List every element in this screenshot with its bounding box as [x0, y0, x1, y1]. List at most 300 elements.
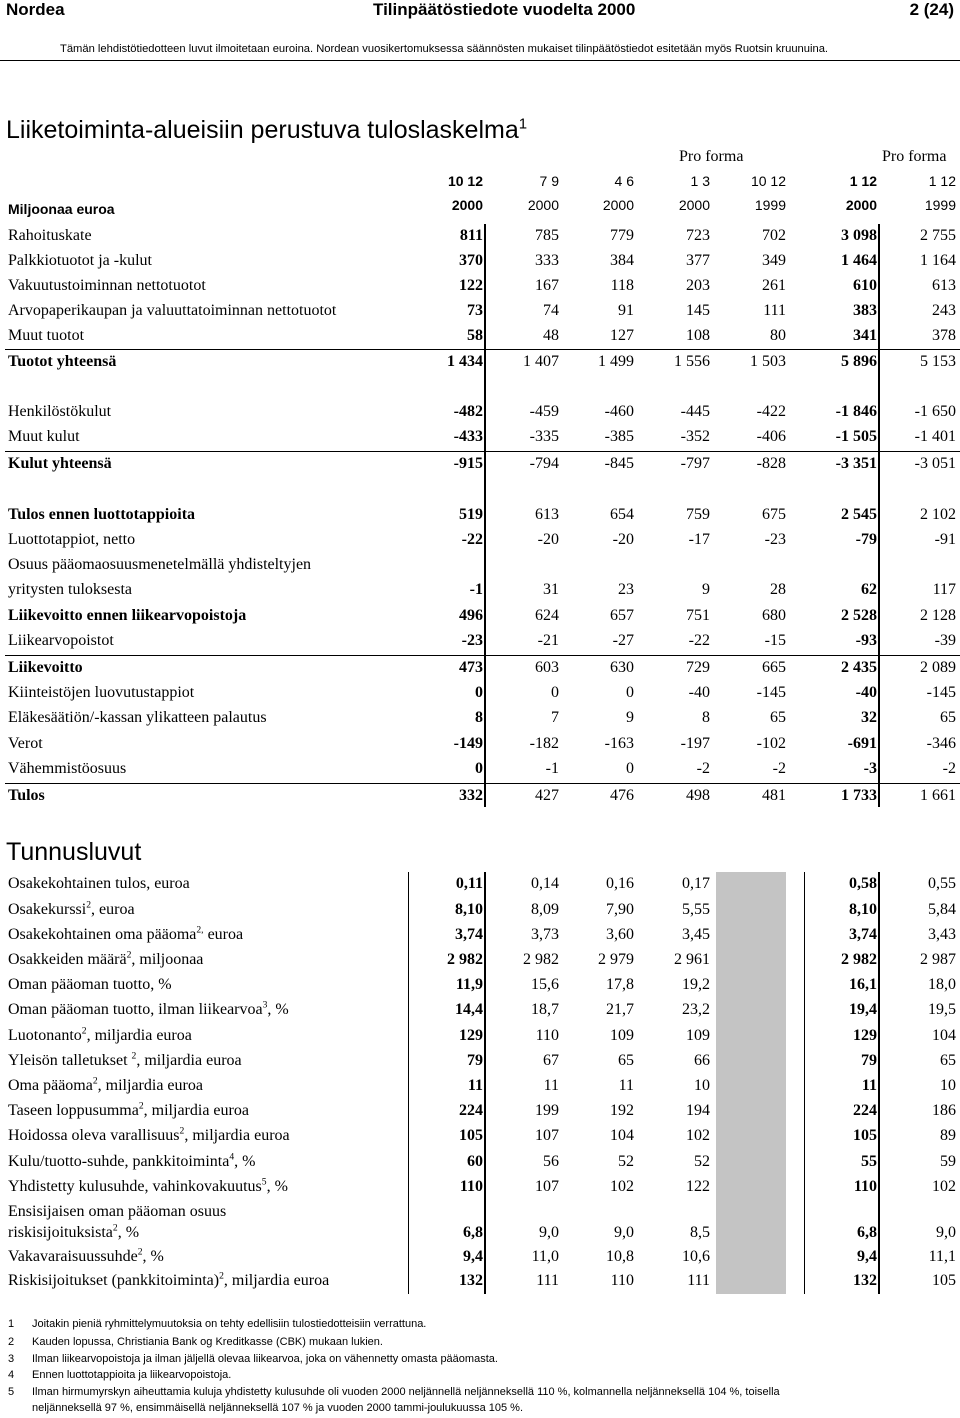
key-figure-value: 109	[610, 1027, 634, 1044]
row-value: -20	[537, 531, 559, 548]
row-value: 610	[853, 277, 877, 294]
row-value: -1 505	[835, 428, 877, 445]
key-figure-label	[8, 1272, 329, 1290]
row-value: 203	[686, 277, 710, 294]
row-label: Vakuutustoiminnan nettotuotot	[8, 277, 206, 294]
label-text: Yhdistetty kulusuhde, vahinkovakuutus	[8, 1178, 262, 1195]
key-figure-value: 18,7	[531, 1001, 559, 1018]
row-value: 496	[459, 607, 483, 624]
row-label: Eläkesäätiön/-kassan ylikatteen palautus	[8, 709, 267, 726]
row-value: -3 351	[835, 455, 877, 472]
key-figure-value: 6,8	[857, 1224, 877, 1241]
income-row	[0, 784, 960, 808]
footnote-ref: 4	[229, 1151, 235, 1163]
income-row	[0, 224, 960, 248]
row-value: 117	[932, 581, 956, 598]
income-row	[0, 400, 960, 424]
key-figure-value: 10	[694, 1077, 710, 1094]
row-value: 0	[475, 760, 483, 777]
row-value: 108	[686, 327, 710, 344]
footnote-ref: 3	[262, 999, 268, 1011]
row-value: 3 098	[841, 227, 877, 244]
key-figure-value: 59	[940, 1153, 956, 1170]
label-suffix: , miljardia euroa	[86, 1027, 192, 1044]
key-figure-value: 17,8	[606, 976, 634, 993]
row-label: Tuotot yhteensä	[8, 353, 117, 370]
row-value: -828	[756, 455, 786, 472]
key-figure-value: 5,55	[682, 901, 710, 918]
row-value: -1 401	[914, 428, 956, 445]
row-value: -460	[604, 403, 634, 420]
label-text: Oma pääoma	[8, 1077, 93, 1094]
key-figure-label	[8, 1178, 288, 1196]
row-separator	[5, 783, 960, 784]
row-label: Luottotappiot, netto	[8, 531, 136, 548]
row-value: 74	[543, 302, 559, 319]
label-suffix: , miljardia euroa	[143, 1102, 249, 1119]
label-suffix: , miljoonaa	[131, 951, 204, 968]
row-value: -40	[688, 684, 710, 701]
row-value: 8	[475, 709, 483, 726]
row-value: -346	[926, 735, 956, 752]
row-value: 2 089	[920, 659, 956, 676]
footnote-ref: 2,	[196, 924, 204, 936]
column-rule	[878, 224, 880, 807]
row-value: -2	[772, 760, 786, 777]
key-figure-value: 224	[853, 1102, 877, 1119]
row-value: -197	[680, 735, 710, 752]
footnote-text: Ennen luottotappioita ja liikearvopoistoja.	[32, 1369, 232, 1381]
key-figure-value: 67	[543, 1052, 559, 1069]
footnote-ref: 2	[137, 1246, 143, 1258]
column-bottom-0: 2000	[451, 197, 483, 213]
key-figure-value: 79	[467, 1052, 483, 1069]
row-value: 32	[861, 709, 877, 726]
row-value: -23	[764, 531, 786, 548]
column-top-3: 1 3	[690, 173, 710, 189]
row-separator	[5, 451, 960, 452]
column-bottom-6: 1999	[924, 197, 956, 213]
key-figure-value: 79	[861, 1052, 877, 1069]
key-figure-label	[8, 1102, 249, 1120]
key-figure-value: 2 979	[598, 951, 634, 968]
key-figure-row	[0, 998, 960, 1022]
income-row	[0, 350, 960, 374]
key-figure-label	[8, 951, 203, 969]
column-bottom-2: 2000	[602, 197, 634, 213]
row-value: 702	[762, 227, 786, 244]
row-value: 73	[467, 302, 483, 319]
label-text: Vakavaraisuussuhde	[8, 1248, 138, 1265]
key-figure-row	[0, 1074, 960, 1098]
key-figure-value: 6,8	[463, 1224, 483, 1241]
label-text: Ensisijaisen oman pääoman osuus	[8, 1203, 227, 1220]
key-figure-label	[8, 1153, 255, 1171]
income-row	[0, 757, 960, 781]
row-value: 333	[535, 252, 559, 269]
key-figure-value: 110	[853, 1178, 877, 1195]
row-value: 243	[932, 302, 956, 319]
row-value: -797	[680, 455, 710, 472]
income-row	[0, 681, 960, 705]
row-value: 9	[626, 709, 634, 726]
key-figure-value: 129	[459, 1027, 483, 1044]
footnote-number: 4	[8, 1369, 15, 1381]
key-figure-value: 19,5	[928, 1001, 956, 1018]
footnote-ref: 2	[131, 1050, 137, 1062]
row-value: -27	[612, 632, 634, 649]
column-header-top	[0, 172, 960, 196]
row-value: 1 733	[841, 787, 877, 804]
row-value: 481	[762, 787, 786, 804]
row-value: 58	[467, 327, 483, 344]
row-value: 65	[940, 709, 956, 726]
row-value: 624	[535, 607, 559, 624]
key-figure-value: 104	[932, 1027, 956, 1044]
label-suffix: , %	[266, 1178, 288, 1195]
row-value: -459	[529, 403, 559, 420]
key-figure-value: 110	[610, 1272, 634, 1289]
label-suffix: , %	[117, 1224, 140, 1241]
row-value: -39	[934, 632, 956, 649]
key-figure-value: 194	[686, 1102, 710, 1119]
footnote-ref: 2	[92, 1075, 98, 1087]
row-value: -145	[756, 684, 786, 701]
row-value: -1 650	[914, 403, 956, 420]
key-figure-label	[8, 1248, 164, 1266]
key-figure-value: 0,11	[455, 875, 483, 892]
income-row	[0, 528, 960, 552]
row-label: Henkilöstökulut	[8, 403, 112, 420]
key-figure-row	[0, 1175, 960, 1199]
key-figure-value: 8,09	[531, 901, 559, 918]
row-value: 111	[763, 302, 786, 319]
key-figure-row	[0, 1150, 960, 1174]
label-suffix: , %	[267, 1001, 289, 1018]
key-figure-value: 8,10	[455, 901, 483, 918]
key-figure-value: 9,0	[936, 1224, 956, 1241]
row-separator	[5, 349, 960, 350]
row-value: -145	[926, 684, 956, 701]
key-figure-value: 89	[940, 1127, 956, 1144]
income-row	[0, 249, 960, 273]
row-value: 5 153	[920, 353, 956, 370]
row-value: -15	[764, 632, 786, 649]
row-value: -406	[756, 428, 786, 445]
row-value: 519	[459, 506, 483, 523]
row-value: 1 503	[750, 353, 786, 370]
row-value: 145	[686, 302, 710, 319]
key-figure-value: 111	[687, 1272, 710, 1289]
row-value: -40	[855, 684, 877, 701]
row-value: 779	[610, 227, 634, 244]
key-figure-value: 55	[861, 1153, 877, 1170]
key-figure-value: 66	[694, 1052, 710, 1069]
key-figure-label	[8, 1224, 139, 1242]
key-figure-value: 132	[459, 1272, 483, 1289]
key-figures-title: Tunnusluvut	[6, 838, 142, 866]
key-figure-value: 23,2	[682, 1001, 710, 1018]
footnote-text: Ilman hirmumyrskyn aiheuttamia kuluja yhdistetty kulusuhde oli vuoden 2000 neljännellä neljänneksellä 110 %, kolmannella neljänneksellä 104 %, toisella	[32, 1386, 780, 1398]
key-figure-value: 105	[853, 1127, 877, 1144]
row-value: 261	[762, 277, 786, 294]
row-value: 31	[543, 581, 559, 598]
row-value: 2 102	[920, 506, 956, 523]
income-row	[0, 553, 960, 577]
label-text: Oman pääoman tuotto, ilman liikearvoa	[8, 1001, 263, 1018]
row-label: Kiinteistöjen luovutustappiot	[8, 684, 195, 701]
key-figure-value: 10,8	[606, 1248, 634, 1265]
label-text: Oman pääoman tuotto, %	[8, 976, 172, 993]
row-value: -17	[688, 531, 710, 548]
row-value: 1 556	[674, 353, 710, 370]
footnote-ref: 2	[219, 1270, 224, 1282]
key-figure-label	[8, 875, 190, 893]
row-value: 2 545	[841, 506, 877, 523]
key-figure-value: 3,73	[531, 926, 559, 943]
key-figure-value: 16,1	[849, 976, 877, 993]
key-figure-value: 9,0	[614, 1224, 634, 1241]
key-figure-value: 65	[940, 1052, 956, 1069]
row-value: 2 128	[920, 607, 956, 624]
row-value: 1 164	[920, 252, 956, 269]
key-figure-value: 2 961	[674, 951, 710, 968]
row-value: 1 464	[841, 252, 877, 269]
row-value: 729	[686, 659, 710, 676]
row-value: 122	[459, 277, 483, 294]
label-text: Osakekohtainen tulos, euroa	[8, 875, 190, 892]
key-figure-value: 14,4	[455, 1001, 483, 1018]
key-figure-value: 105	[932, 1272, 956, 1289]
income-row	[0, 629, 960, 653]
row-value: 675	[762, 506, 786, 523]
key-figure-value: 10	[940, 1077, 956, 1094]
row-label: yritysten tuloksesta	[8, 581, 132, 598]
footnote-ref: 2	[86, 899, 92, 911]
row-value: -691	[847, 735, 877, 752]
key-figure-value: 2 982	[841, 951, 877, 968]
key-figure-value: 110	[459, 1178, 483, 1195]
key-figure-label	[8, 1077, 203, 1095]
row-value: 1 661	[920, 787, 956, 804]
row-value: 427	[535, 787, 559, 804]
row-label: Liikearvopoistot	[8, 632, 114, 649]
row-value: 127	[610, 327, 634, 344]
row-value: -1	[469, 581, 483, 598]
key-figure-value: 0,14	[531, 875, 559, 892]
row-label: Kulut yhteensä	[8, 455, 112, 472]
key-figure-value: 2 982	[523, 951, 559, 968]
column-rule	[484, 224, 486, 807]
key-figure-value: 65	[618, 1052, 634, 1069]
key-figure-value: 21,7	[606, 1001, 634, 1018]
footnote-text: Ilman liikearvopoistoja ja ilman jäljellä olevaa liikearvoa, joka on vähennetty omasta pääomasta.	[32, 1353, 498, 1365]
column-top-6: 1 12	[928, 173, 956, 189]
row-value: 723	[686, 227, 710, 244]
row-value: 9	[702, 581, 710, 598]
column-bottom-3: 2000	[678, 197, 710, 213]
key-figure-row	[0, 872, 960, 896]
row-label: Osuus pääomaosuusmenetelmällä yhdisteltyjen	[8, 556, 312, 573]
key-figure-label	[8, 901, 135, 919]
row-value: -1 846	[835, 403, 877, 420]
row-separator	[5, 655, 960, 656]
key-figure-row	[0, 1269, 960, 1293]
row-value: 0	[475, 684, 483, 701]
label-text: Luotonanto	[8, 1027, 82, 1044]
row-value: -149	[453, 735, 483, 752]
label-text: Osakekurssi	[8, 901, 87, 918]
row-value: 2 755	[920, 227, 956, 244]
row-value: 2 435	[841, 659, 877, 676]
column-top-1: 7 9	[539, 173, 559, 189]
income-row	[0, 706, 960, 730]
key-figure-value: 102	[686, 1127, 710, 1144]
unit-label: Miljoonaa euroa	[8, 201, 115, 217]
key-figure-label	[8, 1127, 290, 1145]
key-figure-value: 3,45	[682, 926, 710, 943]
row-value: -433	[453, 428, 483, 445]
company-name: Nordea	[6, 0, 65, 19]
key-figure-value: 56	[543, 1153, 559, 1170]
row-value: 657	[610, 607, 634, 624]
key-figure-value: 52	[618, 1153, 634, 1170]
key-figure-value: 132	[853, 1272, 877, 1289]
label-text: Osakekohtainen oma pääoma	[8, 926, 197, 943]
row-value: 28	[770, 581, 786, 598]
footnote-ref: 2	[112, 1222, 118, 1234]
key-figure-value: 3,74	[455, 926, 483, 943]
key-figure-value: 2 982	[447, 951, 483, 968]
column-top-5: 1 12	[849, 173, 877, 189]
key-figure-value: 7,90	[606, 901, 634, 918]
footnote-ref: 5	[261, 1176, 267, 1188]
key-figure-value: 111	[536, 1272, 559, 1289]
footnote-number: 5	[8, 1386, 15, 1398]
footnote-ref: 2	[81, 1025, 87, 1037]
label-text: Taseen loppusumma	[8, 1102, 139, 1119]
key-figure-row	[0, 1245, 960, 1269]
key-figure-row	[0, 1221, 960, 1245]
income-row	[0, 299, 960, 323]
key-figure-row	[0, 1124, 960, 1148]
row-value: 7	[551, 709, 559, 726]
key-figure-value: 224	[459, 1102, 483, 1119]
column-top-2: 4 6	[614, 173, 634, 189]
row-value: -163	[604, 735, 634, 752]
row-value: 383	[853, 302, 877, 319]
row-value: 665	[762, 659, 786, 676]
footnote-number: 2	[8, 1336, 15, 1348]
income-row	[0, 274, 960, 298]
key-figure-row	[0, 898, 960, 922]
key-figure-value: 186	[932, 1102, 956, 1119]
income-statement-title: Liiketoiminta-alueisiin perustuva tuloslaskelma$^1$	[6, 115, 528, 144]
key-figure-value: 109	[686, 1027, 710, 1044]
label-suffix: , %	[234, 1153, 256, 1170]
column-top-4: 10 12	[750, 173, 786, 189]
row-value: 167	[535, 277, 559, 294]
row-value: -22	[688, 632, 710, 649]
row-value: 1 499	[598, 353, 634, 370]
key-figure-label	[8, 1027, 192, 1045]
key-figure-value: 11	[618, 1077, 634, 1094]
row-value: -385	[604, 428, 634, 445]
label-text: Hoidossa oleva varallisuus	[8, 1127, 180, 1144]
row-value: -445	[680, 403, 710, 420]
key-figure-value: 102	[610, 1178, 634, 1195]
income-row	[0, 604, 960, 628]
row-value: 341	[853, 327, 877, 344]
row-value: 473	[459, 659, 483, 676]
income-row	[0, 425, 960, 449]
key-figure-value: 102	[932, 1178, 956, 1195]
row-value: -915	[453, 455, 483, 472]
key-figure-value: 110	[535, 1027, 559, 1044]
row-value: -482	[453, 403, 483, 420]
row-value: 65	[770, 709, 786, 726]
row-value: -2	[696, 760, 710, 777]
header-rule	[0, 60, 960, 61]
row-value: 1 407	[523, 353, 559, 370]
key-figure-row	[0, 1099, 960, 1123]
footnote-ref: 2	[138, 1100, 144, 1112]
row-value: -352	[680, 428, 710, 445]
row-value: -845	[604, 455, 634, 472]
footnote-text: neljänneksellä 97 %, ensimmäisellä neljänneksellä 107 % ja vuoden 2000 tammi-joulukuussa 105 %.	[32, 1402, 524, 1414]
row-value: 62	[861, 581, 877, 598]
key-figure-label	[8, 1203, 226, 1221]
row-value: -93	[855, 632, 877, 649]
income-row	[0, 656, 960, 680]
row-value: 654	[610, 506, 634, 523]
row-label: Tulos ennen luottotappioita	[8, 506, 196, 523]
row-value: -422	[756, 403, 786, 420]
footnote-ref: 2	[126, 949, 132, 961]
key-figure-value: 9,4	[857, 1248, 877, 1265]
key-figure-label	[8, 976, 172, 994]
row-value: 0	[626, 684, 634, 701]
key-figure-value: 192	[610, 1102, 634, 1119]
key-figure-value: 2 987	[920, 951, 956, 968]
row-value: 91	[618, 302, 634, 319]
key-figure-value: 11,9	[455, 976, 483, 993]
row-value: -794	[529, 455, 559, 472]
row-value: -102	[756, 735, 786, 752]
row-value: -22	[461, 531, 483, 548]
row-label: Liikevoitto	[8, 659, 83, 676]
label-text: riskisijoituksista	[8, 1224, 113, 1241]
row-value: -23	[461, 632, 483, 649]
page-header	[6, 0, 954, 20]
footnote-text: Joitakin pieniä ryhmittelymuutoksia on tehty edellisiin tulostiedotteisiin verrattuna.	[32, 1318, 427, 1330]
key-figure-value: 3,60	[606, 926, 634, 943]
row-label: Muut kulut	[8, 428, 80, 445]
key-figure-value: 107	[535, 1127, 559, 1144]
row-value: -2	[942, 760, 956, 777]
row-value: -91	[934, 531, 956, 548]
key-figure-value: 52	[694, 1153, 710, 1170]
key-figure-value: 122	[686, 1178, 710, 1195]
key-figure-value: 0,55	[928, 875, 956, 892]
label-text: Riskisijoitukset (pankkitoiminta)	[8, 1272, 220, 1289]
column-header-bottom	[0, 196, 960, 220]
key-figure-value: 0,16	[606, 875, 634, 892]
row-value: -182	[529, 735, 559, 752]
footnote-number: 1	[8, 1318, 15, 1330]
pro-forma-label-quarter: Pro forma	[679, 148, 744, 165]
row-value: 613	[932, 277, 956, 294]
